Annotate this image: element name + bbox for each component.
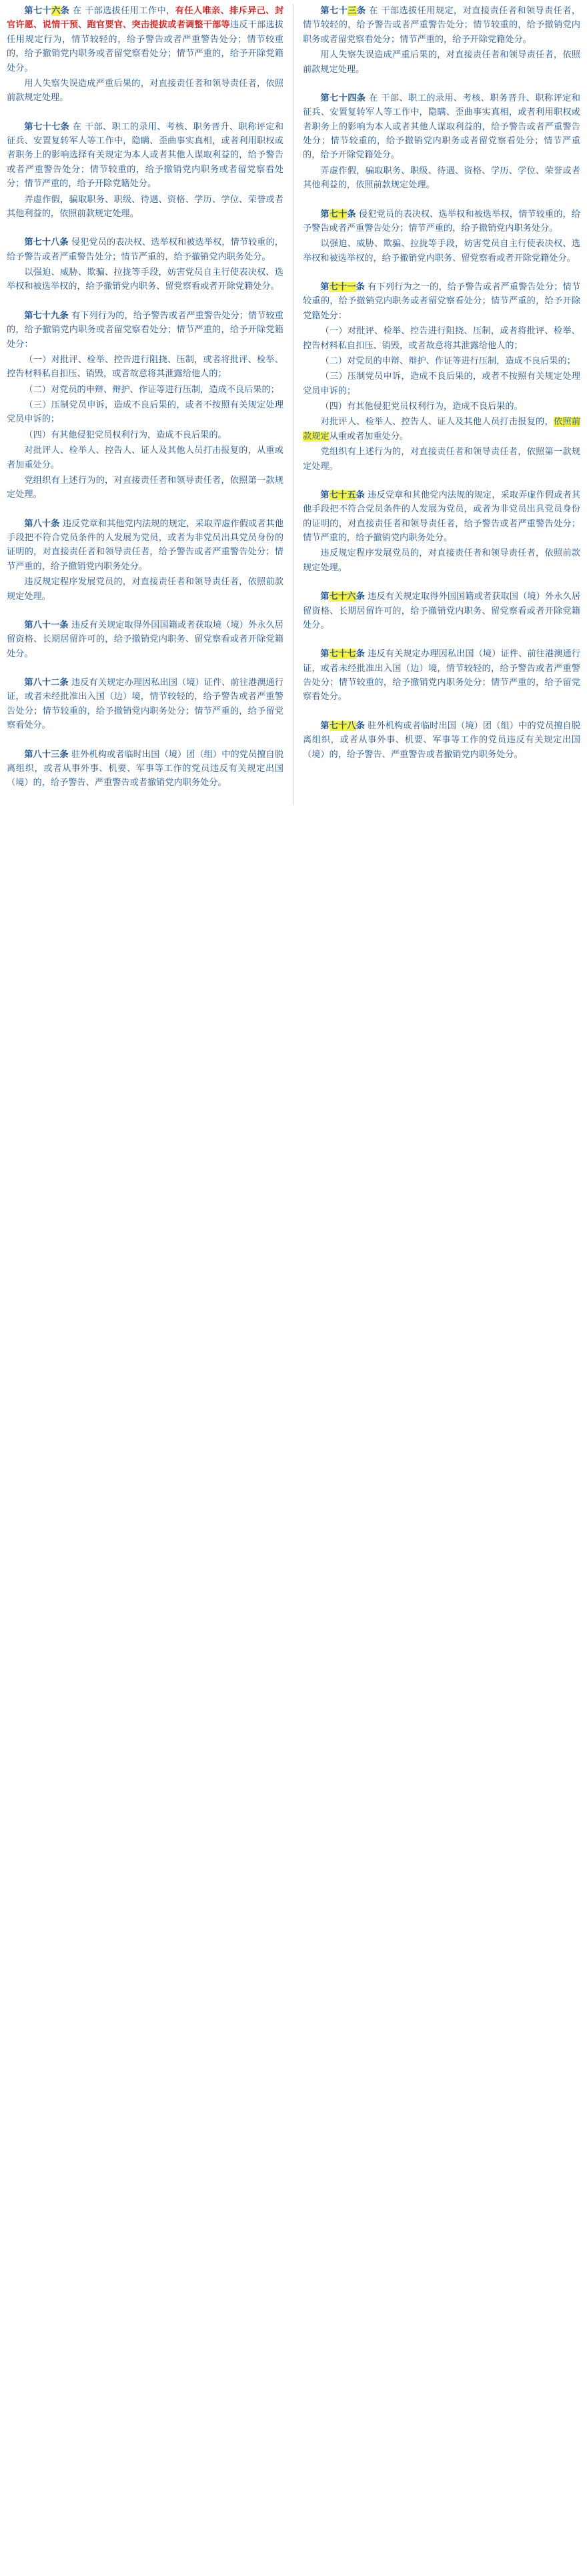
article-paragraph: （一）对批评、检举、控告进行阻挠、压制，或者将批评、检举、控告材料私自扣压、销毁，或者故意将其泄露给他人的； [7,354,283,380]
article [7,748,283,790]
article-number-highlight: 七十八 [329,720,356,731]
article [303,4,580,77]
article-number-highlight: 七十六 [329,592,356,602]
article-first-paragraph: 第八十条 违反党章和其他党内法规的规定，采取弄虚作假或者其他手段把不符合党员条件的人发展为党员，或者为非党员出具党员身份的证明的，对直接责任者和领导责任者，给予警告或者严重警告处分；情节严重的，给予撤销党内职务处分。 [7,518,284,572]
article-number: 第七十七条 [24,121,70,132]
article [303,719,580,762]
article-number-highlight: 六 [51,6,61,16]
article-paragraph: 党组织有上述行为的，对直接责任者和领导责任者，依照第一款规定处理。 [303,447,580,472]
article-number: 第七十六条 [320,592,365,602]
article-number: 第七十一条 [320,282,365,292]
article-number: 第八十二条 [24,678,69,688]
article-paragraph: 党组织有上述行为的，对直接责任者和领导责任者，依照第一款规定处理。 [7,475,283,500]
article-number-highlight: 七十五 [329,490,356,500]
article-paragraph: （四）有其他侵犯党员权利行为，造成不良后果的。 [24,430,227,440]
article-number: 第七十三条 [320,6,366,16]
article-first-paragraph: 第七十条 侵犯党员的表决权、选举权和被选举权，情节较重的，给予警告或者严重警告处分；情节严重的，给予撤销党内职务处分。 [303,209,581,233]
article-first-paragraph: 第七十六条 在 干部选拔任用工作中，有任人唯亲、排斥异己、封官许愿、说情干预、跑官要官、突击提拔或者调整干部等违反干部选拔任用规定行为，情节较轻的，给予警告或者严重警告处分；情节较重的，给予撤销党内职务或者留党察看处分；情节严重的，给予开除党籍处分。 [7,6,284,73]
article-number: 第七十八条 [24,237,69,248]
article-number-highlight: 七十一 [329,282,356,292]
article [7,235,283,294]
article-first-paragraph: 第七十五条 违反党章和其他党内法规的规定，采取弄虚作假或者其他手段把不符合党员条件的人发展为党员，或者为非党员出具党员身份的证明的，对直接责任者和领导责任者，给予警告或者严重警告处分；情节严重的，给予撤销党内职务处分。 [303,490,581,543]
article-first-paragraph: 第七十八条 驻外机构或者临时出国（境）团（组）中的党员擅自脱离组织，或者从事外事、机要、军事等工作的党员违反有关规定出国（境）的，给予警告、严重警告或者撤销党内职务处分。 [303,720,581,760]
article-number: 第七十条 [320,209,356,219]
article-first-paragraph: 第八十二条 违反有关规定办理因私出国（境）证件、前往港澳通行证，或者未经批准出入国（边）境，情节较轻的，给予警告或者严重警告处分；情节较重的，给予撤销党内职务处分；情节严重的，给予留党察看处分。 [7,678,283,731]
article-paragraph: （一）对批评、检举、控告进行阻挠、压制，或者将批评、检举、控告材料私自扣压、销毁，或者故意将其泄露给他人的； [303,326,580,351]
article [7,309,283,502]
article-paragraph: 对批评人、检举人、控告人、证人及其他人员打击报复的，依照前款规定从重或者加重处分。 [303,417,581,442]
article-paragraph: 弄虚作假，骗取职务、职级、待遇、资格、学历、学位、荣誉或者其他利益的，依照前款规定处理。 [7,194,283,219]
article-paragraph: 用人失察失误造成严重后果的，对直接责任者和领导责任者，依照前款规定处理。 [303,50,580,75]
article-paragraph: 弄虚作假，骗取职务、职级、待遇、资格、学历、学位、荣誉或者其他利益的，依照前款规定处理。 [303,165,580,191]
text-run-yellow: 依照前款规定 [303,417,581,442]
article [303,280,580,474]
article-paragraph: 以强迫、威胁、欺骗、拉拢等手段，妨害党员自主行使表决权、选举权和被选举权的，给予撤销党内职务、留党察看或者开除党籍处分。 [7,267,283,292]
article-paragraph: （二）对党员的申辩、辩护、作证等进行压制，造成不良后果的； [320,356,576,366]
article-first-paragraph: 第八十一条 违反有关规定取得外国国籍或者获取境（境）外永久居留资格、长期居留许可的，给予撤销党内职务、留党察看或者开除党籍处分。 [7,620,283,659]
article [303,91,580,193]
article-paragraph: 违反规定程序发展党员的，对直接责任者和领导责任者，依照前款规定处理。 [303,548,580,573]
article [303,207,580,266]
article-paragraph: （三）压制党员申诉，造成不良后果的，或者不按照有关规定处理党员申诉的； [7,400,283,425]
article-first-paragraph: 第七十七条 在 干部、职工的录用、考核、职务晋升、职称评定和征兵、安置复转军人等工作中，隐瞒、歪曲事实真相，或者利用职权或者职务上的影响选择有关规定为本人或者其他人谋取利益的，给予警告或者严重警告处分；情节较重的，给予撤销党内职务或者留党察看处分；情节严重的，给予开除党籍处分。 [7,121,283,189]
article-first-paragraph: 第七十四条 在 干部、职工的录用、考核、职务晋升、职称评定和征兵、安置复转军人等工作中，隐瞒、歪曲事实真相，或者利用职权或者职务上的影响为本人或者其他人谋取利益的，给予警告或者严重警告处分；情节较重的，给予撤销党内职务或者留党察看处分；情节严重的，给予开除党籍处分。 [303,93,580,161]
article [7,676,283,733]
column-left [7,4,294,805]
article-first-paragraph: 第七十一条 有下列行为之一的，给予警告或者严重警告处分；情节较重的，给予撤销党内职务或者留党察看处分；情节严重的，给予开除党籍处分： [303,282,581,321]
column-right [294,4,580,776]
two-column-layout [7,4,580,805]
article [303,488,580,575]
article-number: 第七十七条 [320,649,365,660]
article-paragraph: （三）压制党员申诉，造成不良后果的，或者不按照有关规定处理党员申诉的； [303,372,580,396]
article-number-highlight: 七十七 [329,649,356,660]
article-paragraph: （四）有其他侵犯党员权利行为，造成不良后果的。 [320,402,523,412]
article-paragraph: 用人失察失误造成严重后果的，对直接责任者和领导责任者，依照前款规定处理。 [7,78,283,103]
text-run-red: 有任人唯亲、排斥异己、封官许愿、说情干预、跑官要官、突击提拔或者调整干部等 [7,6,284,31]
article [7,618,283,661]
article [7,517,283,604]
article-number: 第七十九条 [24,310,69,321]
article-paragraph: 违反规定程序发展党员的，对直接责任者和领导责任者，依照前款规定处理。 [7,577,283,602]
article-first-paragraph: 第七十三条 在 干部选拔任用规定，对直接责任者和领导责任者，情节较轻的，给予警告或者严重警告处分；情节较重的，给予撤销党内职务或者留党察看处分；情节严重的，给予开除党籍处分。 [303,6,581,45]
article-paragraph: （二）对党员的申辩、辩护、作证等进行压制，造成不良后果的； [24,384,279,395]
article-number: 第八十一条 [24,620,69,630]
article-number: 第七十五条 [320,490,365,500]
article-number: 第七十四条 [320,93,366,103]
article-paragraph: 对批评人、检举人、控告人、证人及其他人员打击报复的，从重或者加重处分。 [7,446,283,470]
article-first-paragraph: 第七十七条 违反有关规定办理因私出国（境）证件、前往港澳通行证，或者未经批准出入国（边）境，情节较轻的，给予警告或者严重警告处分；情节较重的，给予撤销党内职务处分；情节严重的，给予留党察看处分。 [303,649,581,702]
article-first-paragraph: 第八十三条 驻外机构或者临时出国（境）团（组）中的党员擅自脱离组织，或者从事外事、机要、军事等工作的党员违反有关规定出国（境）的，给予警告、严重警告或者撤销党内职务处分。 [7,749,283,788]
article-number: 第七十六条 [24,6,70,16]
article-number: 第八十三条 [24,749,69,760]
article-paragraph: 以强迫、威胁、欺骗、拉拢等手段，妨害党员自主行使表决权、选举权和被选举权的，给予撤销党内职务、留党察看或者开除党籍处分。 [303,239,580,263]
article [303,590,580,632]
article-first-paragraph: 第七十八条 侵犯党员的表决权、选举权和被选举权，情节较重的，给予警告或者严重警告处分；情节严重的，给予撤销党内职务处分。 [7,237,283,262]
article-number-highlight: 七十 [329,209,348,219]
article-number-highlight: 三 [348,6,357,16]
article [303,647,580,704]
article-number: 第八十条 [24,518,60,529]
article-first-paragraph: 第七十九条 有下列行为的，给予警告或者严重警告处分；情节较重的，给予撤销党内职务或者留党察看处分；情节严重的，给予开除党籍处分： [7,310,283,350]
article [7,4,283,105]
article-first-paragraph: 第七十六条 违反有关规定取得外国国籍或者获取国（境）外永久居留资格、长期居留许可的，给予撤销党内职务、留党察看或者开除党籍处分。 [303,592,581,630]
article-number: 第七十八条 [320,720,365,731]
article [7,120,283,221]
